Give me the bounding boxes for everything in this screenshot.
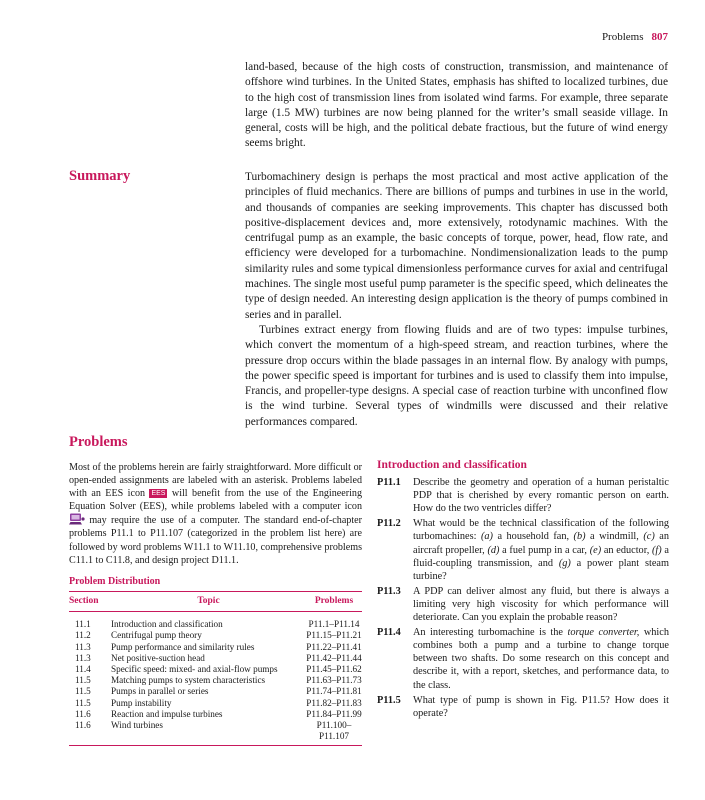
table-row [69,664,362,675]
problem-text: Describe the geometry and operation of a human peristaltic PDP that is cherished by every romantic person on earth. How do the two ventricles differ? [413,477,669,515]
problem-item [377,476,669,515]
problem-item [377,626,669,691]
text-run: a household fan, [492,531,574,543]
problem-item [377,585,669,624]
distribution-title: Problem Distribution [69,576,161,587]
cell-topic: Pump instability [111,697,172,708]
cell-topic: Pump performance and similarity rules [111,641,255,652]
table-row [69,698,362,709]
cell-topic: Net positive-suction head [111,652,205,663]
running-head: Problems [601,31,644,43]
cell-problems: P11.45–P11.62 [306,664,362,675]
text-run: a power plant steam turbine? [413,557,669,582]
problem-item [377,694,669,720]
text-run: an eductor, [601,544,652,556]
problem-number: P11.5 [377,694,401,706]
cell-problems: P11.63–P11.73 [306,675,362,686]
item-label: (g) [558,557,571,569]
cell-topic: Centrifugal pump theory [111,630,202,641]
cell-problems: P11.42–P11.44 [306,652,362,663]
intro-problems-heading: Introduction and classification [377,459,527,471]
cell-problems: P11.100–P11.107 [306,720,362,746]
cell-section: 11.3 [75,652,91,663]
summary-heading: Summary [69,168,131,184]
problem-text: A PDP can deliver almost any fluid, but there is always a limiting very high viscosity for which performance will deteriorate. Can you explain the probable reason? [413,585,669,624]
cell-section: 11.5 [75,697,91,708]
item-label: (e) [589,544,602,556]
item-label: (a) [480,531,493,543]
cell-topic: Wind turbines [111,720,306,746]
computer-icon [69,513,85,525]
table-row [69,612,362,631]
cell-section: 11.5 [75,675,91,686]
problem-text [413,517,669,582]
problems-intro-text-2: will benefit from the use of the Engineering Equation Solver (EES), while problems labeled with a computer icon [69,488,362,513]
cell-section: 11.2 [75,630,91,641]
problem-number: P11.3 [377,585,401,597]
cell-topic: Reaction and impulse turbines [111,708,223,719]
problem-text: What type of pump is shown in Fig. P11.5? How does it operate? [413,694,669,719]
page-header [602,31,668,43]
col-header-topic: Topic [111,592,306,612]
text-run: a windmill, [585,531,644,543]
problems-heading: Problems [69,434,128,450]
table-row [69,675,362,686]
cell-section: 11.3 [75,641,91,652]
table-row [69,709,362,720]
cell-problems: P11.22–P11.41 [306,641,362,652]
item-label: (b) [573,531,586,543]
cell-problems: P11.84–P11.99 [306,708,362,719]
problem-number: P11.2 [377,518,401,530]
text-run: a fluid-coupling transmission, and [413,544,669,569]
problem-text [413,626,669,691]
item-label: (f) [652,544,662,556]
text-run: which combines both a pump and a turbine to change torque between two shafts. Do some research on this concept and describe it, with a report, sketches, and performance data, to the class. [413,627,669,691]
problems-intro [69,461,362,567]
intro-problems [377,459,669,722]
problem-number: P11.1 [377,477,401,489]
cell-section: 11.6 [69,720,111,746]
text-run: What would be the technical classification of the following turbomachines: [413,518,669,543]
item-label: (d) [487,544,500,556]
col-header-section: Section [69,592,111,612]
cell-section: 11.4 [75,664,91,675]
cell-topic: Specific speed: mixed- and axial-flow pumps [111,664,278,675]
problem-item [377,517,669,582]
summary-paragraph-2: Turbines extract energy from flowing fluids and are of two types: impulse turbines, which convert the momentum of a high-speed stream, and reaction turbines, where the pressure drop occurs within the blade passages in an internal flow. By analogy with pumps, the power specific speed is important for turbines and is used to classify them into impulse, Francis, and propeller-type designs. A special case of reaction turbine with unconfined flow is the wind turbine. Several types of windmills were discussed and their relative performances compared. [245,324,668,428]
table-row [69,642,362,653]
problems-intro-text-3: may require the use of a computer. The standard end-of-chapter problems P11.1 to P11.107 (categorized in the problem list here) are followed by word problems W11.1 to W11.10, comprehensive problems C11.1 to C11.8, and design project D11.1. [69,515,362,566]
text-run: an aircraft propeller, [413,531,669,556]
emphasized-term: torque converter, [567,627,640,639]
cell-section: 11.6 [75,708,91,719]
table-row [69,720,362,746]
page-number: 807 [651,31,668,43]
table-row [69,686,362,697]
table-row [69,653,362,664]
text-run: An interesting turbomachine is the [413,627,568,639]
col-header-problems: Problems [306,592,362,612]
cell-section: 11.5 [75,686,91,697]
distribution-table [69,591,362,746]
cell-topic: Introduction and classification [111,619,223,630]
cell-section: 11.1 [75,619,91,630]
cell-topic: Matching pumps to system characteristics [111,675,266,686]
cell-problems: P11.1–P11.14 [308,619,360,630]
problems-intro-text-1: Most of the problems herein are fairly straightforward. More difficult or open-ended assignments are labeled with an asterisk. Problems labeled with an EES icon [69,462,362,500]
problem-number: P11.4 [377,627,401,639]
text-run: a fuel pump in a car, [499,544,590,556]
table-row [69,630,362,641]
summary-paragraph-1: Turbomachinery design is perhaps the most practical and most active application of the principles of fluid mechanics. There are billions of pumps and turbines in use in the world, and thousands of companies are seeking improvements. This chapter has discussed both positive-displacement devices and, more extensively, rotodynamic machines. With the centrifugal pump as an example, the basic concepts of torque, power, head, flow rate, and efficiency were developed for a turbomachine. Nondimensionalization leads to the pump similarity rules and some typical dimensionless performance curves for axial and centrifugal machines. The single most useful pump parameter is the specific speed, which delineates the type of design needed. An interesting design application is the theory of pumps combined in series and in parallel. [245,171,668,321]
ees-icon: EES [151,490,166,498]
cell-problems: P11.82–P11.83 [306,697,362,708]
intro-paragraph: land-based, because of the high costs of construction, transmission, and maintenance of offshore wind turbines. In the United States, emphasis has shifted to localized turbines, due to the high cost of transmission lines from isolated wind farms. For example, three separate large (1.5 MW) turbines are now being planned for the writer’s small seaside village. In general, costs will be high, and the political debate fractious, but the future of wind energy seems bright. [245,61,668,150]
cell-topic: Pumps in parallel or series [111,686,209,697]
cell-problems: P11.74–P11.81 [306,686,362,697]
item-label: (c) [643,531,655,543]
cell-problems: P11.15–P11.21 [306,630,362,641]
